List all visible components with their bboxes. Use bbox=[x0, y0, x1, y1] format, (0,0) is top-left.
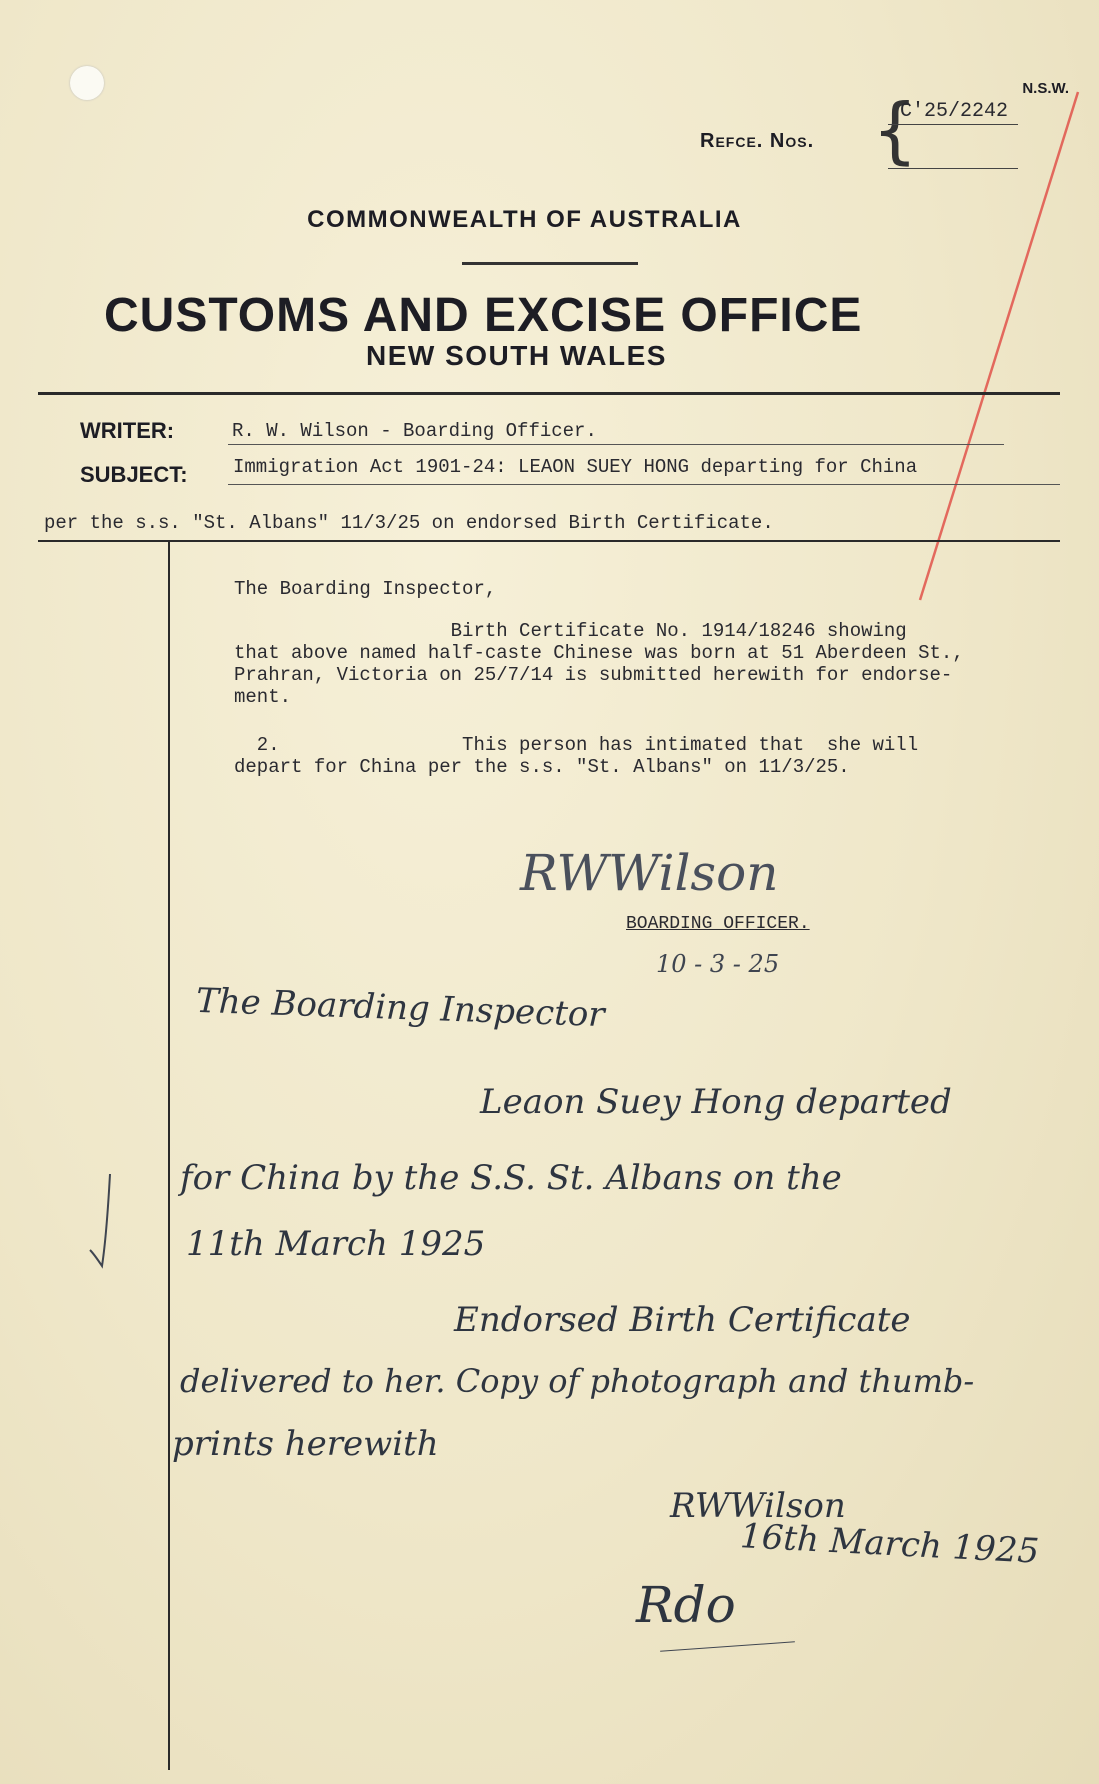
writer-underline bbox=[228, 444, 1004, 445]
margin-rule bbox=[168, 542, 170, 1770]
brace-glyph: { bbox=[872, 88, 918, 172]
header-rule bbox=[38, 392, 1060, 395]
reference-line-2 bbox=[888, 168, 1018, 169]
handwritten-line-7: prints herewith bbox=[172, 1424, 439, 1464]
heading-divider bbox=[462, 262, 638, 265]
paragraph-2 bbox=[234, 734, 918, 778]
office-state: NEW SOUTH WALES bbox=[366, 340, 667, 371]
handwritten-line-5: Endorsed Birth Certificate bbox=[454, 1300, 911, 1340]
officer-signature: RWWilson bbox=[520, 844, 779, 902]
subject-label: SUBJECT: bbox=[80, 462, 188, 487]
initials-underline bbox=[660, 1641, 795, 1651]
signature-date: 10 - 3 - 25 bbox=[656, 950, 780, 978]
paragraph-2-line: depart for China per the s.s. "St. Albans" on 11/3/25. bbox=[234, 756, 850, 778]
handwritten-line-4: 11th March 1925 bbox=[186, 1224, 486, 1264]
writer-label: WRITER: bbox=[80, 418, 175, 443]
subject-continuation: per the s.s. "St. Albans" 11/3/25 on endorsed Birth Certificate. bbox=[44, 512, 774, 534]
paragraph-1 bbox=[234, 620, 964, 708]
writer-value: R. W. Wilson - Boarding Officer. bbox=[232, 420, 597, 442]
office-title: CUSTOMS AND EXCISE OFFICE bbox=[104, 289, 863, 342]
paragraph-1-line: that above named half-caste Chinese was born at 51 Aberdeen St., bbox=[234, 642, 964, 664]
subject-underline bbox=[228, 484, 1060, 485]
paragraph-2-line: 2. This person has intimated that she will bbox=[234, 734, 919, 756]
subject-value: Immigration Act 1901-24: LEAON SUEY HONG departing for China bbox=[233, 456, 918, 478]
reference-number: C'25/2242 bbox=[900, 100, 1009, 123]
handwritten-line-6: delivered to her. Copy of photograph and thumb- bbox=[180, 1362, 975, 1400]
handwritten-line-2: Leaon Suey Hong departed bbox=[480, 1082, 952, 1122]
commonwealth-heading: COMMONWEALTH OF AUSTRALIA bbox=[307, 206, 742, 233]
handwritten-date: 16th March 1925 bbox=[739, 1516, 1041, 1572]
officer-title: BOARDING OFFICER. bbox=[626, 914, 810, 934]
paragraph-1-line: Prahran, Victoria on 25/7/14 is submitted herewith for endorse- bbox=[234, 664, 953, 686]
subject-rule bbox=[38, 540, 1060, 542]
handwritten-line-3: for China by the S.S. St. Albans on the bbox=[180, 1158, 842, 1198]
punch-hole bbox=[70, 66, 104, 100]
handwritten-signature: RWWilson bbox=[670, 1486, 846, 1526]
handwritten-line-1: The Boarding Inspector bbox=[195, 980, 606, 1036]
paragraph-1-line: Birth Certificate No. 1914/18246 showing bbox=[234, 620, 907, 642]
paragraph-1-line: ment. bbox=[234, 686, 292, 708]
check-mark-icon bbox=[86, 1170, 126, 1270]
handwritten-initials: Rdo bbox=[636, 1576, 736, 1634]
reference-label: Refce. Nos. bbox=[700, 130, 815, 152]
addressee: The Boarding Inspector, bbox=[234, 578, 497, 600]
state-label: N.S.W. bbox=[1022, 80, 1069, 97]
reference-line-1 bbox=[888, 124, 1018, 125]
